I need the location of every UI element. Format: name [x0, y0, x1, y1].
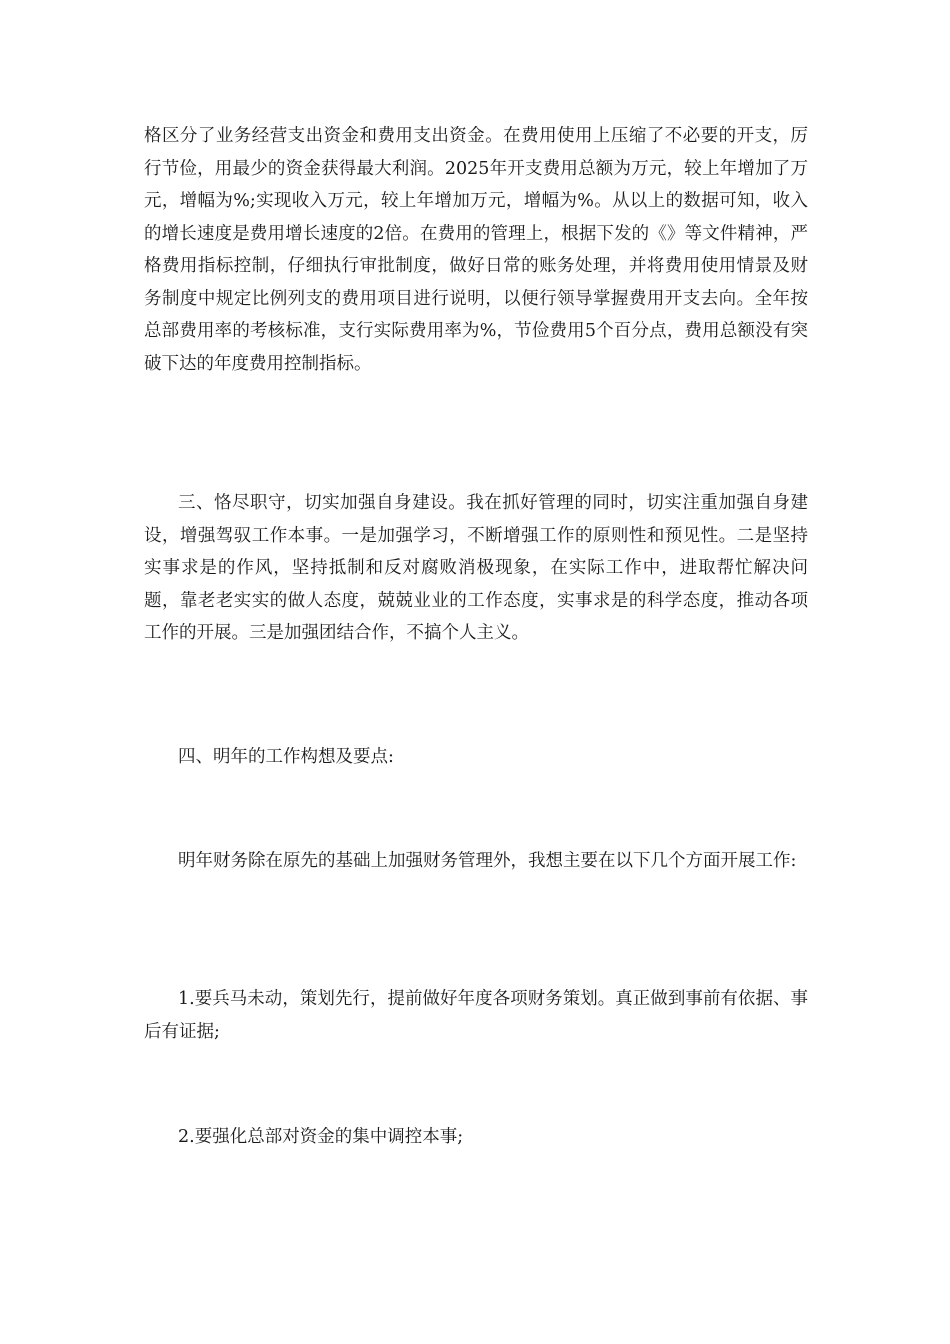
section-heading-next-year-plan: 四、明年的工作构想及要点:	[178, 747, 394, 767]
paragraph-self-building: 三、恪尽职守，切实加强自身建设。我在抓好管理的同时，切实注重加强自身建设，增强驾驭工作本事。一是加强学习，不断增强工作的原则性和预见性。二是坚持实事求是的作风，坚持抵制和反对腐败消极现象，在实际工作中，进取帮忙解决问题，靠老老实实的做人态度，兢兢业业的工作态度，实事求是的科学态度，推动各项工作的开展。三是加强团结合作，不搞个人主义。	[144, 493, 808, 643]
list-item-planning: 1.要兵马未动，策划先行，提前做好年度各项财务策划。真正做到事前有依据、事后有证据;	[144, 989, 808, 1042]
list-item-fund-control: 2.要强化总部对资金的集中调控本事;	[178, 1127, 464, 1147]
paragraph-next-year-intro: 明年财务除在原先的基础上加强财务管理外，我想主要在以下几个方面开展工作:	[178, 851, 797, 871]
paragraph-expense-control: 格区分了业务经营支出资金和费用支出资金。在费用使用上压缩了不必要的开支，厉行节俭，用最少的资金获得最大利润。2025年开支费用总额为万元，较上年增加了万元，增幅为%;实现收入万元，较上年增加万元，增幅为%。从以上的数据可知，收入的增长速度是费用增长速度的2倍。在费用的管理上，根据下发的《》等文件精神，严格费用指标控制，仔细执行审批制度，做好日常的账务处理，并将费用使用情景及财务制度中规定比例列支的费用项目进行说明，以便行领导掌握费用开支去向。全年按总部费用率的考核标准，支行实际费用率为%，节俭费用5个百分点，费用总额没有突破下达的年度费用控制指标。	[144, 126, 808, 374]
